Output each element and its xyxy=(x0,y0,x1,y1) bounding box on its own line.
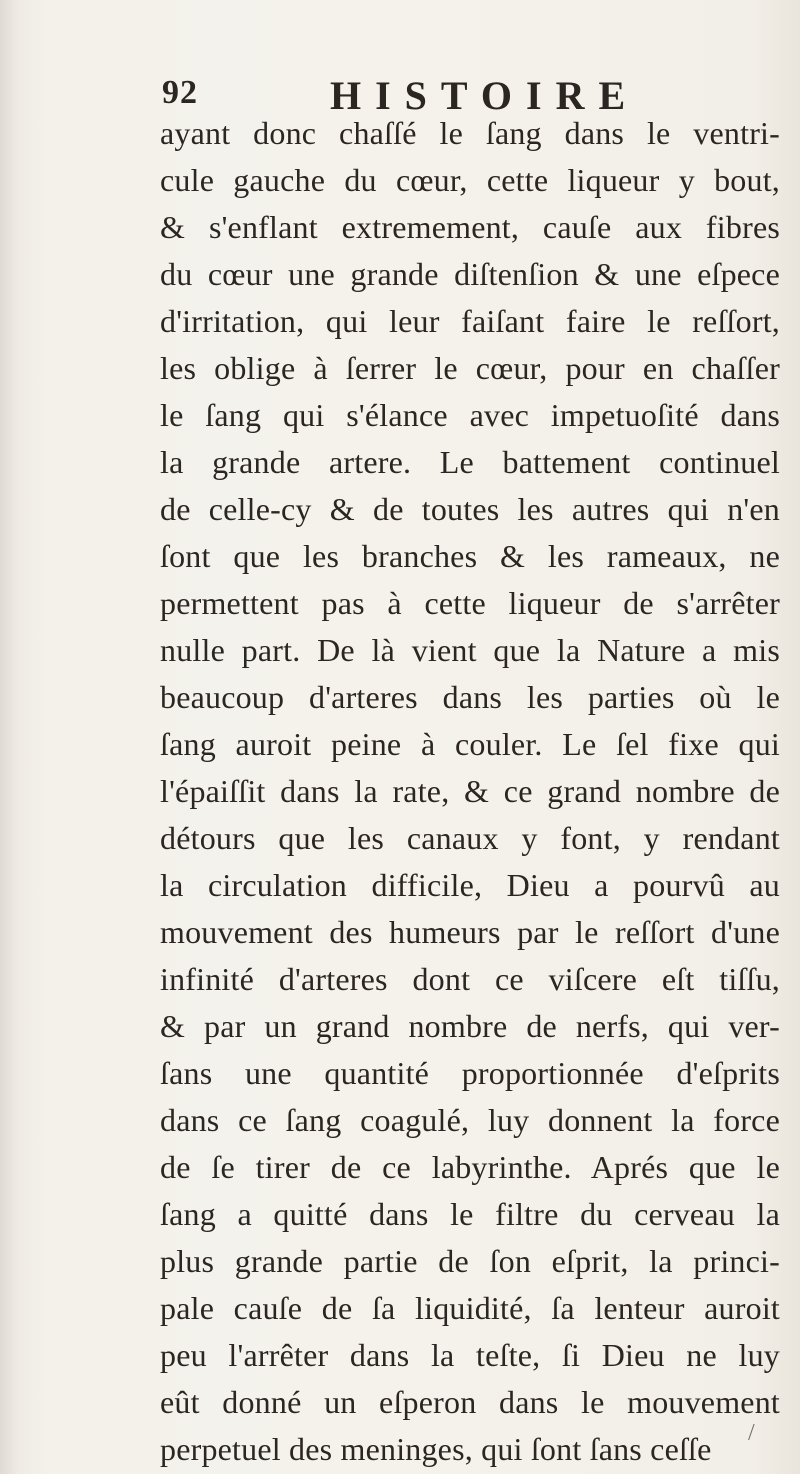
text-line: ſont que les branches & les rameaux, ne xyxy=(160,538,780,574)
text-line: ayant donc chaſſé le ſang dans le ventri- xyxy=(160,115,780,151)
text-line: infinité d'arteres dont ce viſcere eſt tiſſu, xyxy=(160,961,780,997)
running-title: HISTOIRE xyxy=(330,73,640,118)
text-line: cule gauche du cœur, cette liqueur y bout, xyxy=(160,162,780,198)
page-number: 92 xyxy=(162,74,198,111)
text-line: permettent pas à cette liqueur de s'arrêter xyxy=(160,585,780,621)
text-line: mouvement des humeurs par le reſſort d'une xyxy=(160,914,780,950)
text-line: l'épaiſſit dans la rate, & ce grand nombre de xyxy=(160,773,780,809)
text-line: ſang a quitté dans le filtre du cerveau la xyxy=(160,1196,780,1232)
text-line: ſans une quantité proportionnée d'eſprits xyxy=(160,1055,780,1091)
text-line: d'irritation, qui leur faiſant faire le reſſort, xyxy=(160,303,780,339)
text-line: dans ce ſang coagulé, luy donnent la force xyxy=(160,1102,780,1138)
text-line: les oblige à ſerrer le cœur, pour en chaſſer xyxy=(160,350,780,386)
text-line: peu l'arrêter dans la teſte, ſi Dieu ne luy xyxy=(160,1337,780,1373)
text-line: & s'enflant extremement, cauſe aux fibres xyxy=(160,209,780,245)
text-line: pale cauſe de ſa liquidité, ſa lenteur auroit xyxy=(160,1290,780,1326)
text-line: plus grande partie de ſon eſprit, la princi- xyxy=(160,1243,780,1279)
text-line: & par un grand nombre de nerfs, qui ver- xyxy=(160,1008,780,1044)
text-line: la grande artere. Le battement continuel xyxy=(160,444,780,480)
text-line: de ſe tirer de ce labyrinthe. Aprés que le xyxy=(160,1149,780,1185)
text-line: la circulation difficile, Dieu a pourvû au xyxy=(160,867,780,903)
text-line: le ſang qui s'élance avec impetuoſité dans xyxy=(160,397,780,433)
catchword-mark: / xyxy=(748,1420,755,1446)
text-line: beaucoup d'arteres dans les parties où le xyxy=(160,679,780,715)
text-line: perpetuel des meninges, qui ſont ſans ceſſe xyxy=(160,1431,712,1467)
text-line: du cœur une grande diſtenſion & une eſpece xyxy=(160,256,780,292)
body-text xyxy=(160,110,780,1473)
text-line: eût donné un eſperon dans le mouvement xyxy=(160,1384,780,1420)
text-line: détours que les canaux y font, y rendant xyxy=(160,820,780,856)
page-gutter-shadow xyxy=(0,0,18,1474)
text-line: de celle-cy & de toutes les autres qui n'en xyxy=(160,491,780,527)
text-line: ſang auroit peine à couler. Le ſel fixe qui xyxy=(160,726,780,762)
text-line: nulle part. De là vient que la Nature a mis xyxy=(160,632,780,668)
